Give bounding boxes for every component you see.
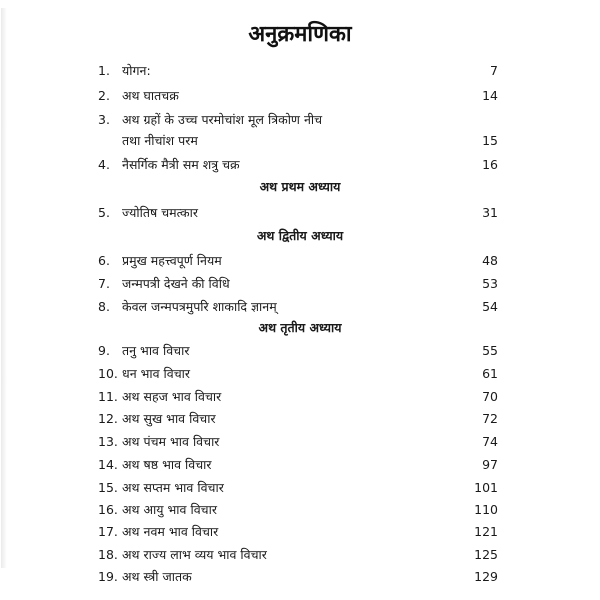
entry-title: अथ सुख भाव विचार (122, 411, 216, 426)
entry-number: 3. (98, 112, 110, 127)
toc-entry (98, 364, 498, 384)
toc-entry (98, 500, 498, 520)
entry-number: 11. (98, 389, 118, 404)
toc-entry (98, 86, 498, 106)
entry-number: 10. (98, 366, 118, 381)
section-heading: अथ प्रथम अध्याय (259, 179, 341, 194)
entry-number: 14. (98, 457, 118, 472)
entry-page: 110 (474, 502, 498, 517)
entry-number: 17. (98, 524, 118, 539)
entry-page: 129 (474, 569, 498, 584)
entry-page: 16 (482, 157, 498, 172)
toc-entry (98, 251, 498, 271)
entry-number: 18. (98, 547, 118, 562)
entry-number: 4. (98, 157, 110, 172)
page-edge-shadow (1, 8, 7, 568)
entry-number: 13. (98, 434, 118, 449)
entry-title: अथ राज्य लाभ व्यय भाव विचार (122, 547, 267, 562)
section-heading: अथ द्वितीय अध्याय (256, 228, 344, 243)
entry-number: 12. (98, 411, 118, 426)
entry-page: 15 (482, 133, 498, 148)
entry-page: 70 (482, 389, 498, 404)
entry-page: 125 (474, 547, 498, 562)
entry-title: नैसर्गिक मैत्री सम शत्रु चक्र (122, 157, 240, 172)
entry-title: अथ पंचम भाव विचार (122, 434, 220, 449)
toc-entry (98, 567, 498, 587)
entry-title: केवल जन्मपत्रमुपरि शाकादि ज्ञानम् (122, 299, 277, 314)
toc-entry (98, 478, 498, 498)
entry-number: 15. (98, 480, 118, 495)
entry-page: 61 (482, 366, 498, 381)
toc-entry (98, 409, 498, 429)
entry-title: जन्मपत्री देखने की विधि (122, 276, 230, 291)
entry-number: 16. (98, 502, 118, 517)
entry-title: ज्योतिष चमत्कार (122, 205, 198, 220)
entry-page: 55 (482, 343, 498, 358)
toc-entry-continuation (98, 131, 498, 151)
toc-entry (98, 522, 498, 542)
entry-title: अथ सप्तम भाव विचार (122, 480, 224, 495)
toc-entry (98, 341, 498, 361)
entry-page: 74 (482, 434, 498, 449)
entry-number: 8. (98, 299, 110, 314)
entry-number: 9. (98, 343, 110, 358)
entry-title: अथ सहज भाव विचार (122, 389, 222, 404)
toc-entry (98, 203, 498, 223)
entry-title: तनु भाव विचार (122, 343, 190, 358)
entry-number: 7. (98, 276, 110, 291)
entry-title: अथ ग्रहों के उच्च परमोचांश मूल त्रिकोण नीच (122, 112, 323, 127)
entry-title: धन भाव विचार (122, 366, 191, 381)
entry-title: प्रमुख महत्त्वपूर्ण नियम (122, 253, 222, 268)
entry-title: अथ आयु भाव विचार (122, 502, 217, 517)
entry-page: 14 (482, 88, 498, 103)
entry-title: अथ घातचक्र (122, 88, 179, 103)
entry-page: 101 (474, 480, 498, 495)
entry-title: तथा नीचांश परम (122, 133, 198, 148)
entry-title: अथ षष्ठ भाव विचार (122, 457, 212, 472)
toc-entry (98, 455, 498, 475)
entry-page: 48 (482, 253, 498, 268)
entry-page: 121 (474, 524, 498, 539)
entry-page: 54 (482, 299, 498, 314)
toc-entry (98, 274, 498, 294)
toc-entry (98, 110, 498, 130)
toc-entry (98, 297, 498, 317)
entry-number: 1. (98, 63, 110, 78)
entry-page: 7 (490, 63, 498, 78)
entry-title: योगन: (122, 63, 151, 78)
entry-number: 5. (98, 205, 110, 220)
toc-entry (98, 432, 498, 452)
toc-entry (98, 155, 498, 175)
toc-entry (98, 387, 498, 407)
entry-number: 6. (98, 253, 110, 268)
entry-page: 31 (482, 205, 498, 220)
entry-number: 2. (98, 88, 110, 103)
section-heading: अथ तृतीय अध्याय (258, 320, 342, 335)
entry-page: 53 (482, 276, 498, 291)
entry-page: 97 (482, 457, 498, 472)
page-title: अनुक्रमणिका (248, 21, 352, 47)
entry-page: 72 (482, 411, 498, 426)
toc-entry (98, 61, 498, 81)
entry-title: अथ नवम भाव विचार (122, 524, 219, 539)
entry-title: अथ स्त्री जातक (122, 569, 192, 584)
entry-number: 19. (98, 569, 118, 584)
toc-entry (98, 545, 498, 565)
